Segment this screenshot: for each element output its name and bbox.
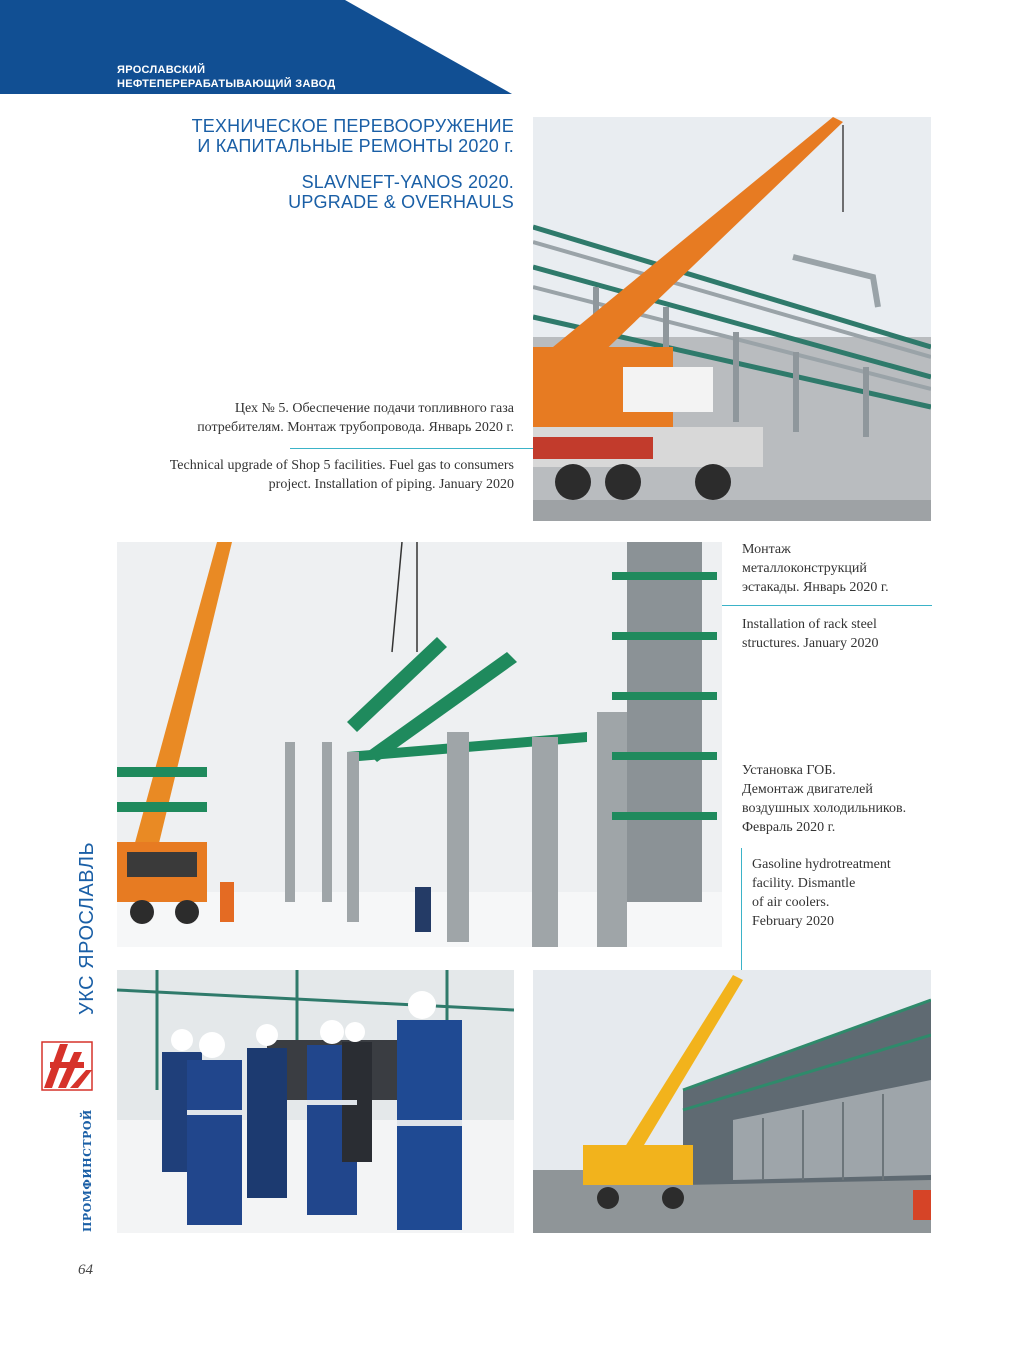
title-en-line-2: UPGRADE & OVERHAULS <box>288 192 514 212</box>
caption-text: facility. Dismantle <box>752 876 856 891</box>
caption-photo-4-en <box>752 855 942 931</box>
page-title <box>150 116 514 212</box>
photo-crane-piping <box>533 117 931 521</box>
header-title <box>117 63 336 91</box>
page-number: 64 <box>78 1262 93 1278</box>
caption-photo-1-en <box>120 456 514 494</box>
title-ru-line-1: ТЕХНИЧЕСКОЕ ПЕРЕВООРУЖЕНИЕ <box>191 116 514 136</box>
promfinstroy-logo-icon <box>40 1040 94 1092</box>
caption-text: of air coolers. <box>752 895 830 910</box>
caption-photo-2-en <box>742 615 942 653</box>
caption-text: Цех № 5. Обеспечение подачи топливного газа <box>234 401 514 416</box>
caption-text: металлоконструкций <box>742 561 867 576</box>
header-line-2: НЕФТЕПЕРЕРАБАТЫВАЮЩИЙ ЗАВОД <box>117 78 336 90</box>
caption-divider <box>722 605 932 606</box>
title-ru-line-2: И КАПИТАЛЬНЫЕ РЕМОНТЫ 2020 г. <box>197 136 514 156</box>
caption-text: эстакады. Январь 2020 г. <box>742 580 889 595</box>
sidebar-vertical-title: УКС ЯРОСЛАВЛЬ <box>76 841 98 1015</box>
caption-text: воздушных холодильников. <box>742 801 907 816</box>
photo-hydrotreatment-facility <box>533 970 931 1233</box>
caption-text: потребителям. Монтаж трубопровода. Январь 2020 г. <box>197 420 514 435</box>
caption-text: February 2020 <box>752 914 835 929</box>
photo-steel-structures <box>117 542 722 947</box>
photo-workers-group <box>117 970 514 1233</box>
header-line-1: ЯРОСЛАВСКИЙ <box>117 64 206 76</box>
caption-divider <box>290 448 533 449</box>
caption-photo-1-ru <box>120 399 514 437</box>
caption-text: Февраль 2020 г. <box>742 820 836 835</box>
caption-photo-2-ru <box>742 540 942 597</box>
caption-text: Technical upgrade of Shop 5 facilities. Fuel gas to consumers <box>169 458 514 473</box>
caption-photo-4-ru <box>742 761 942 837</box>
caption-text: structures. January 2020 <box>742 636 879 651</box>
sidebar-brand-name: ПРОМФИНСТРОЙ <box>81 1109 94 1232</box>
title-en-line-1: SLAVNEFT-YANOS 2020. <box>301 172 514 192</box>
caption-text: Установка ГОБ. <box>742 763 836 778</box>
caption-text: project. Installation of piping. January 2020 <box>268 477 514 492</box>
caption-text: Installation of rack steel <box>742 617 877 632</box>
caption-text: Gasoline hydrotreatment <box>752 857 891 872</box>
caption-text: Монтаж <box>742 542 791 557</box>
caption-text: Демонтаж двигателей <box>742 782 873 797</box>
caption-divider-vertical <box>741 848 742 970</box>
